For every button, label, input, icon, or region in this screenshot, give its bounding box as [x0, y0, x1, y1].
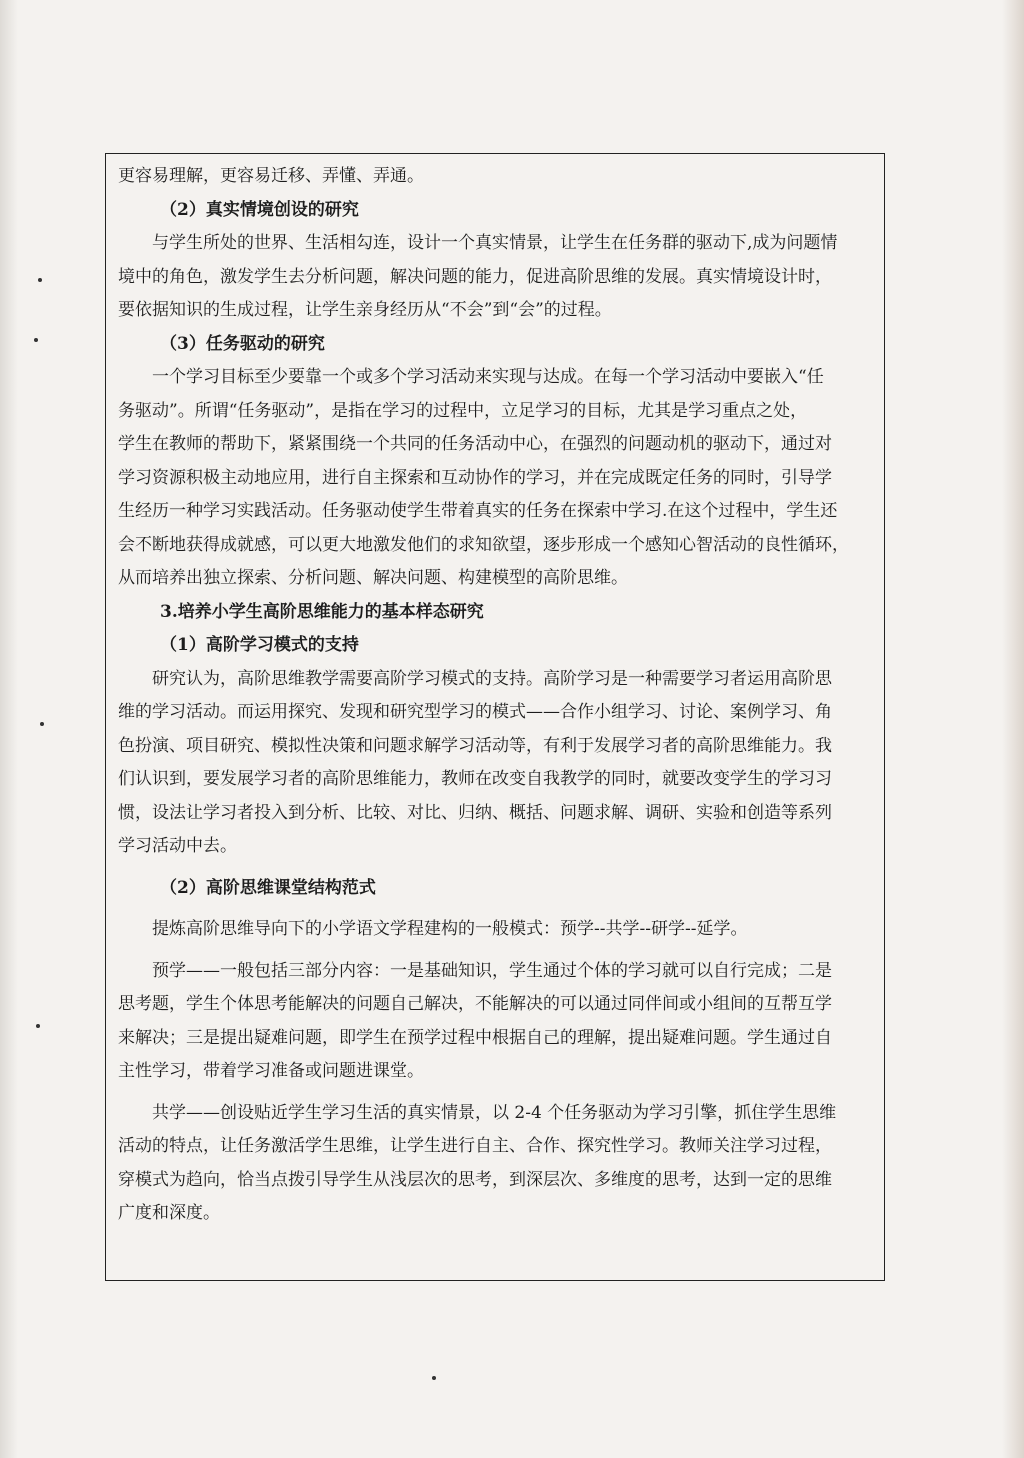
- paragraph-line: 主性学习，带着学习准备或问题进课堂。: [118, 1061, 424, 1081]
- page-edge-shadow-right: [1002, 0, 1024, 1458]
- paragraph-line: 来解决；三是提出疑难问题，即学生在预学过程中根据自己的理解，提出疑难问题。学生通过自: [118, 1027, 832, 1048]
- paragraph-line: 广度和深度。: [118, 1203, 220, 1223]
- paragraph-line: 生经历一种学习实践活动。任务驱动使学生带着真实的任务在探索中学习.在这个过程中，学生还: [118, 501, 838, 521]
- paragraph-line: 更容易理解，更容易迁移、弄懂、弄通。: [118, 166, 424, 186]
- paragraph-line: 思考题，学生个体思考能解决的问题自己解决，不能解决的可以通过同伴间或小组间的互帮互学: [118, 994, 832, 1014]
- paragraph-line: 维的学习活动。而运用探究、发现和研究型学习的模式——合作小组学习、讨论、案例学习、角: [118, 702, 832, 722]
- paragraph-line: 共学——创设贴近学生学习生活的真实情景，以 2-4 个任务驱动为学习引擎，抓住学生思维: [152, 1102, 837, 1123]
- paragraph-line: 穿模式为趋向，恰当点拨引导学生从浅层次的思考，到深层次、多维度的思考，达到一定的思维: [118, 1169, 832, 1190]
- paragraph-line: 从而培养出独立探索、分析问题、解决问题、构建模型的高阶思维。: [118, 568, 628, 588]
- paragraph-line: 惯，设法让学习者投入到分析、比较、对比、归纳、概括、问题求解、调研、实验和创造等系列: [118, 802, 832, 823]
- paragraph-line: 色扮演、项目研究、模拟性决策和问题求解学习活动等，有利于发展学习者的高阶思维能力。我: [118, 735, 832, 756]
- section-heading: （1）高阶学习模式的支持: [160, 635, 359, 655]
- paragraph-line: 一个学习目标至少要靠一个或多个学习活动来实现与达成。在每一个学习活动中要嵌入“任: [152, 367, 824, 387]
- paragraph-line: 活动的特点，让任务激活学生思维，让学生进行自主、合作、探究性学习。教师关注学习过程，: [118, 1136, 832, 1156]
- paragraph-line: 学习资源积极主动地应用，进行自主探索和互动协作的学习，并在完成既定任务的同时，引导学: [118, 467, 832, 488]
- scan-speck: [38, 278, 42, 282]
- paragraph-line: 们认识到，要发展学习者的高阶思维能力，教师在改变自我教学的同时，就要改变学生的学习习: [118, 769, 832, 789]
- section-heading: 3.培养小学生高阶思维能力的基本样态研究: [160, 601, 484, 622]
- paragraph-line: 境中的角色，激发学生去分析问题，解决问题的能力，促进高阶思维的发展。真实情境设计时，: [118, 266, 832, 287]
- paragraph-line: 会不断地获得成就感，可以更大地激发他们的求知欲望，逐步形成一个感知心智活动的良性循环，: [118, 534, 849, 555]
- section-heading: （2）真实情境创设的研究: [160, 199, 359, 220]
- paragraph-line: 预学——一般包括三部分内容：一是基础知识，学生通过个体的学习就可以自行完成；二是: [152, 960, 832, 981]
- page-edge-shadow-left: [0, 0, 18, 1458]
- section-heading: （3）任务驱动的研究: [160, 333, 325, 354]
- paragraph-line: 研究认为，高阶思维教学需要高阶学习模式的支持。高阶学习是一种需要学习者运用高阶思: [152, 668, 832, 689]
- paragraph-line: 学生在教师的帮助下，紧紧围绕一个共同的任务活动中心，在强烈的问题动机的驱动下，通过对: [118, 434, 832, 454]
- paragraph-line: 提炼高阶思维导向下的小学语文学程建构的一般模式：预学--共学--研学--延学。: [152, 919, 748, 939]
- paragraph-line: 务驱动”。所谓“任务驱动”，是指在学习的过程中，立足学习的目标，尤其是学习重点之处，: [118, 400, 808, 421]
- scan-speck: [40, 722, 44, 726]
- scan-speck: [432, 1376, 436, 1380]
- section-heading: （2）高阶思维课堂结构范式: [160, 877, 376, 898]
- scan-speck: [34, 338, 38, 342]
- scan-speck: [36, 1024, 40, 1028]
- paragraph-line: 与学生所处的世界、生活相勾连，设计一个真实情景，让学生在任务群的驱动下,成为问题情: [152, 233, 838, 253]
- paragraph-line: 要依据知识的生成过程，让学生亲身经历从“不会”到“会”的过程。: [118, 300, 612, 320]
- paragraph-line: 学习活动中去。: [118, 836, 237, 856]
- document-body: [118, 160, 880, 1231]
